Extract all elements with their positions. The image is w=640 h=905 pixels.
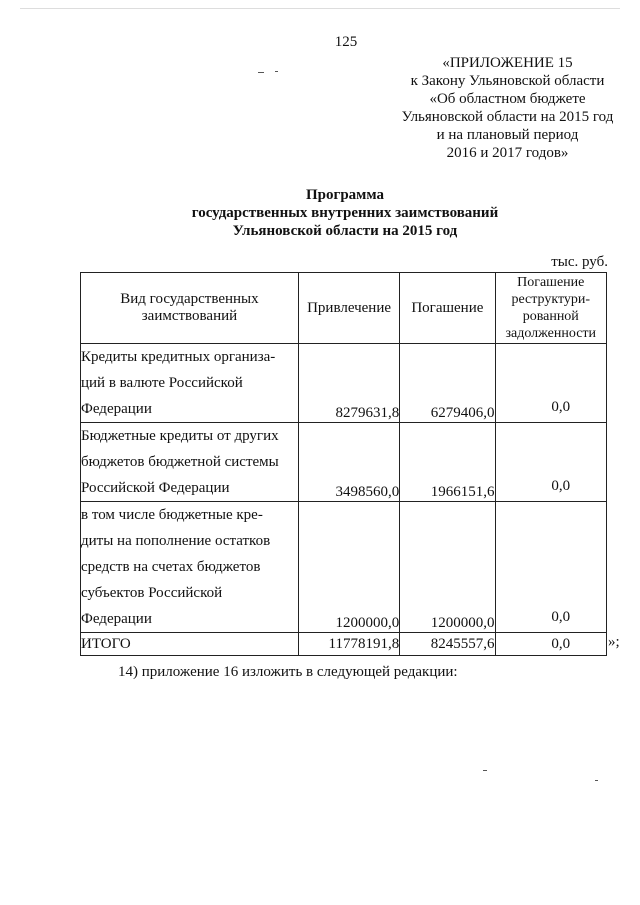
row-kind: в том числе бюджетные кре- диты на пополнение остатков средств на счетах бюджетов субъектов Российской Федерации (81, 502, 299, 633)
units-label: тыс. руб. (551, 254, 608, 270)
header-inflow: Привлечение (298, 273, 399, 344)
row-repayment: 6279406,0 (400, 344, 495, 423)
row-repayment: 1966151,6 (400, 423, 495, 502)
scan-mark (595, 780, 598, 781)
title-line: Ульяновской области на 2015 год (232, 223, 458, 239)
appendix-line: и на плановый период (436, 127, 579, 143)
table-row (81, 423, 607, 502)
row-inflow: 1200000,0 (298, 502, 399, 633)
page-number: 125 (334, 34, 358, 50)
appendix-header (380, 54, 635, 162)
table-total-row (81, 633, 607, 656)
appendix-line: к Закону Ульяновской области (410, 73, 605, 89)
next-item-text: 14) приложение 16 изложить в следующей редакции: (118, 664, 458, 680)
row-restructured: 0,0 (495, 344, 607, 423)
table-row (81, 502, 607, 633)
table-row (81, 344, 607, 423)
appendix-line: «ПРИЛОЖЕНИЕ 15 (442, 55, 573, 71)
appendix-line: «Об областном бюджете (429, 91, 586, 107)
row-kind: Кредиты кредитных организа- ций в валюте Российской Федерации (81, 344, 299, 423)
total-label: ИТОГО (81, 633, 299, 656)
title-line: государственных внутренних заимствований (191, 205, 499, 221)
appendix-line: Ульяновской области на 2015 год (401, 109, 614, 125)
total-restructured: 0,0 (495, 633, 607, 656)
total-inflow: 11778191,8 (298, 633, 399, 656)
appendix-line: 2016 и 2017 годов» (446, 145, 569, 161)
table-header-row (81, 273, 607, 344)
scan-mark (258, 72, 264, 73)
title-line: Программа (306, 187, 384, 203)
row-restructured: 0,0 (495, 423, 607, 502)
scan-mark (483, 770, 487, 771)
scan-edge-line (20, 8, 620, 9)
header-repayment: Погашение (400, 273, 495, 344)
total-repayment: 8245557,6 (400, 633, 495, 656)
header-restructured-repayment: Погашение реструктури- рованной задолженности (495, 273, 607, 344)
row-kind: Бюджетные кредиты от других бюджетов бюджетной системы Российской Федерации (81, 423, 299, 502)
row-inflow: 3498560,0 (298, 423, 399, 502)
scan-mark (275, 71, 278, 72)
borrowing-table (80, 272, 607, 656)
header-borrowing-kind: Вид государственных заимствований (81, 273, 299, 344)
row-restructured: 0,0 (495, 502, 607, 633)
document-title (130, 186, 560, 240)
row-inflow: 8279631,8 (298, 344, 399, 423)
closing-quote-mark: »; (608, 634, 620, 650)
row-repayment: 1200000,0 (400, 502, 495, 633)
